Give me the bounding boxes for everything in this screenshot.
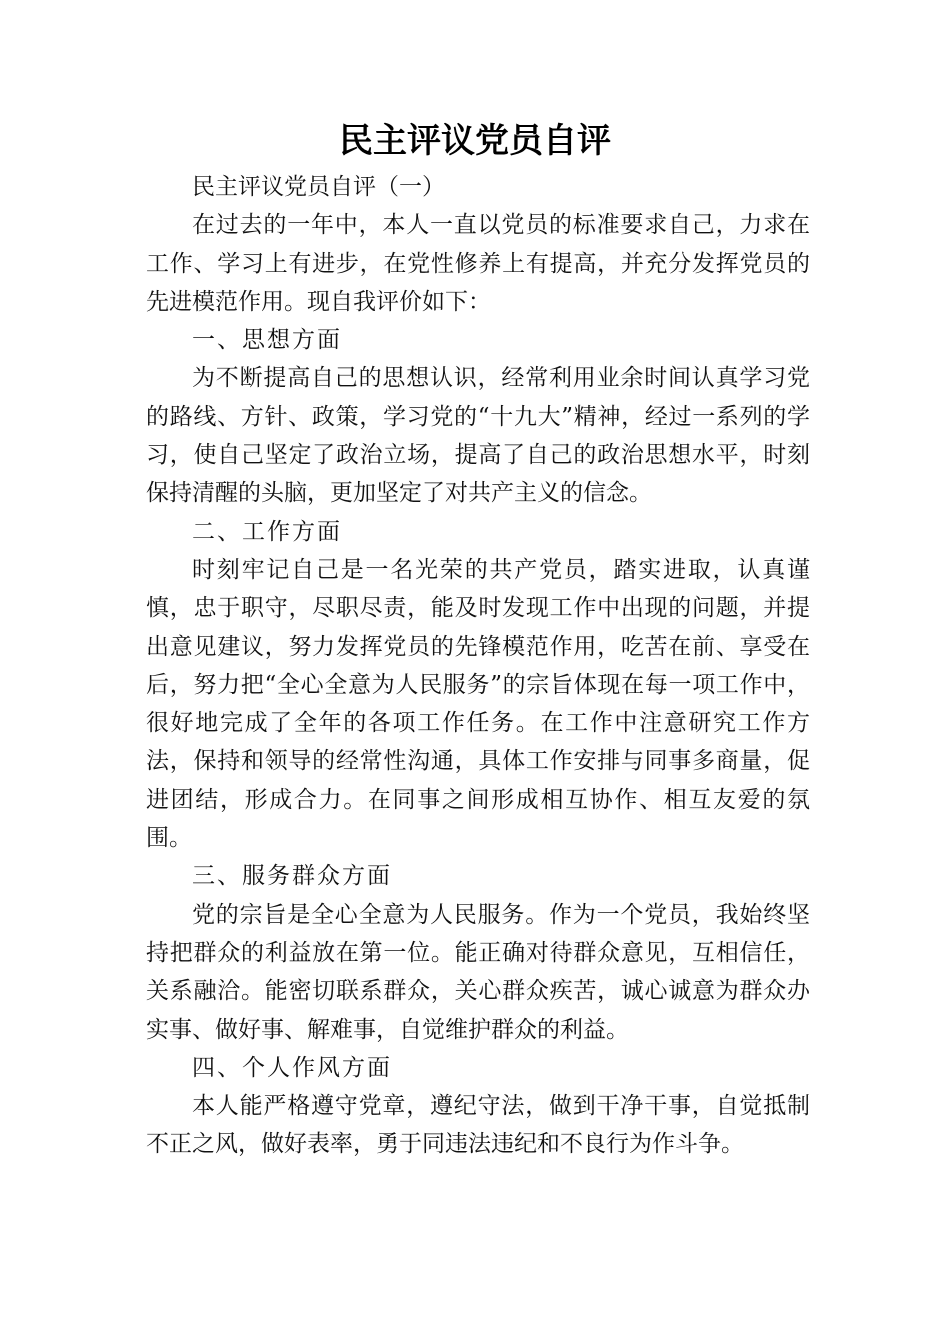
thought-paragraph: 为不断提高自己的思想认识，经常利用业余时间认真学习党的路线、方针、政策，学习党的“十九大”精神，经过一系列的学习，使自己坚定了政治立场，提高了自己的政治思想水平，时刻保持清醒的头脑，更加坚定了对共产主义的信念。: [146, 365, 810, 507]
section-heading-conduct: 四、个人作风方面: [192, 1054, 392, 1081]
conduct-paragraph: 本人能严格遵守党章，遵纪守法，做到干净干事，自觉抵制不正之风，做好表率，勇于同违法违纪和不良行为作斗争。: [146, 1093, 810, 1158]
section-heading-work: 二、工作方面: [192, 518, 342, 545]
section-heading-service: 三、服务群众方面: [192, 863, 392, 890]
document-body: [146, 168, 810, 1164]
document-title: 民主评议党员自评: [339, 121, 611, 161]
document-subtitle: 民主评议党员自评（一）: [192, 174, 445, 200]
section-heading-thought: 一、思想方面: [192, 327, 342, 354]
intro-paragraph: 在过去的一年中，本人一直以党员的标准要求自己，力求在工作、学习上有进步，在党性修养上有提高，并充分发挥党员的先进模范作用。现自我评价如下：: [146, 212, 810, 315]
work-paragraph: 时刻牢记自己是一名光荣的共产党员，踏实进取，认真谨慎，忠于职守，尽职尽责，能及时发现工作中出现的问题，并提出意见建议，努力发挥党员的先锋模范作用，吃苦在前、享受在后，努力把“全心全意为人民服务”的宗旨体现在每一项工作中，很好地完成了全年的各项工作任务。在工作中注意研究工作方法，保持和领导的经常性沟通，具体工作安排与同事多商量，促进团结，形成合力。在同事之间形成相互协作、相互友爱的氛围。: [146, 556, 810, 852]
service-paragraph: 党的宗旨是全心全意为人民服务。作为一个党员，我始终坚持把群众的利益放在第一位。能正确对待群众意见，互相信任，关系融洽。能密切联系群众，关心群众疾苦，诚心诚意为群众办实事、做好事、解难事，自觉维护群众的利益。: [146, 901, 810, 1043]
